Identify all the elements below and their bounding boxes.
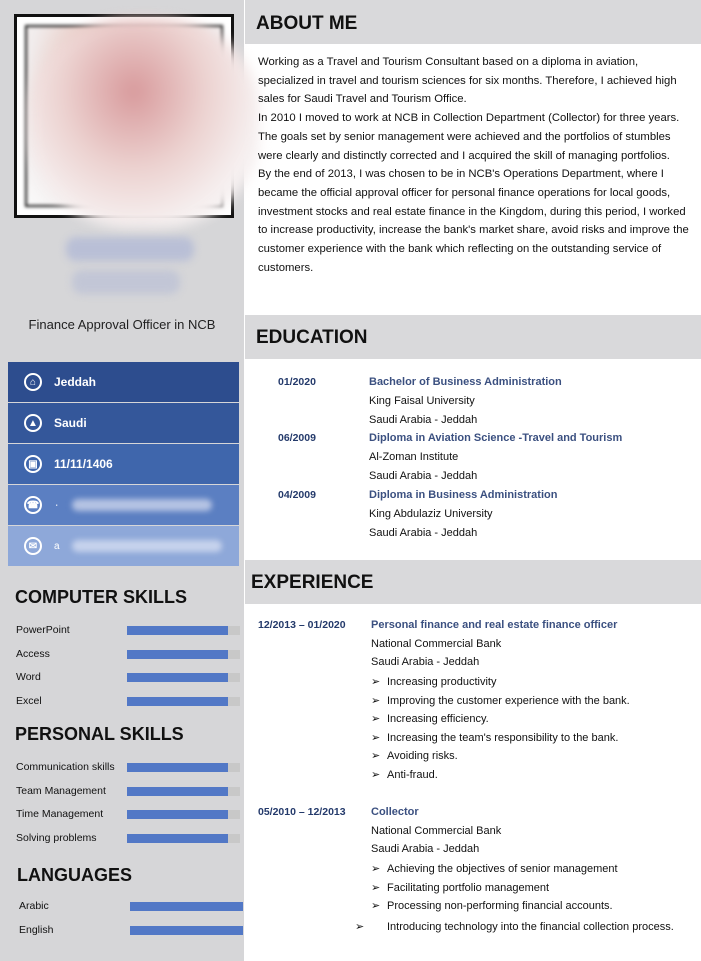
- skill-bar: [127, 810, 240, 819]
- skill-row: [16, 785, 240, 797]
- skill-bar-fill: [127, 650, 228, 659]
- arrow-bullet-icon: ➢: [371, 769, 381, 781]
- contact-nationality: [8, 403, 239, 443]
- experience-bullet-text: Avoiding risks.: [387, 750, 458, 763]
- experience-bullet: [371, 881, 671, 894]
- experience-bullet: [371, 712, 671, 725]
- skill-bar: [127, 650, 240, 659]
- education-school: Al-Zoman Institute: [369, 451, 459, 463]
- location-icon: ⌂: [24, 373, 42, 391]
- contact-phone-value: ٠: [54, 499, 60, 511]
- experience-bullet: [355, 918, 677, 936]
- arrow-bullet-icon: ➢: [371, 676, 381, 688]
- experience-bullet: [371, 694, 671, 707]
- experience-bullet-text: Processing non-performing financial accounts.: [387, 900, 613, 913]
- about-paragraph: In 2010 I moved to work at NCB in Collection Department (Collector) for three years. The goals set by senior management were achieved and the portfolios of stumbles were clearly and distinctly corrected and I acquired the skill of managing portfolios.: [258, 112, 680, 162]
- skill-bar: [127, 763, 240, 772]
- skill-name: Access: [16, 647, 50, 660]
- education-school: King Faisal University: [369, 395, 475, 407]
- skill-bar-fill: [130, 902, 243, 911]
- skill-name: Solving problems: [16, 831, 97, 844]
- email-redacted: [72, 540, 222, 552]
- person-icon: ▲: [24, 414, 42, 432]
- experience-heading: EXPERIENCE: [251, 572, 374, 593]
- skill-name: Time Management: [16, 808, 104, 820]
- id-card-icon: ▣: [24, 455, 42, 473]
- skill-row: [16, 808, 240, 820]
- experience-date: 12/2013 – 01/2020: [258, 619, 346, 631]
- experience-bullet: [371, 768, 671, 781]
- arrow-bullet-icon: ➢: [371, 750, 381, 763]
- experience-bullet-text: Facilitating portfolio management: [387, 881, 550, 894]
- skill-bar-fill: [127, 763, 228, 772]
- experience-location: Saudi Arabia - Jeddah: [371, 656, 480, 668]
- skill-bar: [130, 902, 243, 911]
- job-title: Finance Approval Officer in NCB: [28, 317, 216, 332]
- name-redacted-2: [72, 270, 180, 294]
- skill-name: Excel: [16, 694, 42, 707]
- arrow-bullet-icon: ➢: [371, 694, 381, 707]
- skill-name: PowerPoint: [16, 624, 70, 636]
- education-location: Saudi Arabia - Jeddah: [369, 414, 478, 426]
- experience-company: National Commercial Bank: [371, 825, 502, 837]
- skill-bar-fill: [127, 697, 228, 706]
- skill-bar: [127, 697, 240, 706]
- about-heading: ABOUT ME: [256, 13, 358, 34]
- experience-bullet-text: Anti-fraud.: [387, 769, 438, 781]
- languages-heading: LANGUAGES: [17, 865, 133, 885]
- education-degree: Diploma in Business Administration: [369, 489, 558, 501]
- education-location: Saudi Arabia - Jeddah: [369, 527, 478, 539]
- experience-title: Collector: [371, 806, 419, 818]
- mail-icon: ✉: [24, 537, 42, 555]
- education-heading: EDUCATION: [256, 327, 368, 348]
- skill-bar-fill: [127, 673, 228, 682]
- arrow-bullet-icon: ➢: [371, 713, 381, 726]
- skill-bar-fill: [130, 926, 243, 935]
- skill-row: [19, 900, 243, 912]
- skill-bar: [127, 673, 240, 682]
- skill-bar: [127, 626, 240, 635]
- experience-bullet: [371, 731, 671, 744]
- about-text: [258, 53, 694, 277]
- skill-bar-fill: [127, 810, 228, 819]
- skill-name: English: [19, 924, 54, 936]
- profile-photo-blur: [30, 18, 260, 228]
- experience-bullet-text: Increasing efficiency.: [387, 713, 489, 726]
- skill-bar: [130, 926, 243, 935]
- skill-name: Arabic: [19, 900, 49, 912]
- arrow-bullet-icon: ➢: [371, 881, 381, 894]
- skill-bar-fill: [127, 834, 228, 843]
- experience-bullet-text: Introducing technology into the financial collection process.: [387, 920, 674, 933]
- education-location: Saudi Arabia - Jeddah: [369, 470, 478, 482]
- name-redacted: [66, 237, 194, 261]
- personal-skills-heading: PERSONAL SKILLS: [15, 724, 184, 744]
- education-school: King Abdulaziz University: [369, 508, 493, 520]
- arrow-bullet-icon: ➢: [371, 900, 381, 913]
- skill-row: [16, 624, 240, 636]
- skill-name: Communication skills: [16, 761, 115, 773]
- contact-city-value: Jeddah: [54, 375, 97, 389]
- skill-bar-fill: [127, 626, 228, 635]
- skill-row: [16, 648, 240, 660]
- education-date: 01/2020: [278, 376, 316, 388]
- education-degree: Diploma in Aviation Science -Travel and Tourism: [369, 432, 623, 444]
- left-column: [0, 0, 244, 961]
- skill-bar: [127, 787, 240, 796]
- contact-phone: [8, 485, 239, 525]
- experience-bullet: [371, 675, 671, 688]
- experience-bullet-text: Achieving the objectives of senior management: [387, 863, 618, 875]
- experience-location: Saudi Arabia - Jeddah: [371, 843, 480, 855]
- contact-city: [8, 362, 239, 402]
- computer-skills-heading: COMPUTER SKILLS: [15, 587, 188, 607]
- contact-nationality-value: Saudi: [54, 416, 87, 430]
- arrow-bullet-icon: ➢: [371, 731, 381, 744]
- experience-bullet-text: Increasing productivity: [387, 676, 497, 688]
- experience-bullet: [371, 862, 671, 875]
- phone-redacted: [72, 499, 212, 511]
- phone-icon: ☎: [24, 496, 42, 514]
- skill-name: Word: [16, 671, 41, 683]
- contact-email-value: a: [54, 540, 60, 552]
- skill-row: [16, 695, 240, 707]
- about-paragraph: By the end of 2013, I was chosen to be in NCB's Operations Department, where I became the official approval officer for personal finance operations for local goods, investment stocks and real estate finance in the Kingdom, during this period, I worked to increase productivity, increase the bank's market share, avoid risks and improve the customer experience with the bank which reflecting on the outstanding service of customers.: [258, 168, 689, 274]
- contact-birthdate-value: 11/11/1406: [54, 457, 113, 471]
- contact-birthdate: [8, 444, 239, 484]
- experience-company: National Commercial Bank: [371, 638, 502, 650]
- experience-bullet-text: Improving the customer experience with the bank.: [387, 694, 630, 707]
- arrow-bullet-icon: ➢: [355, 920, 365, 933]
- skill-name: Team Management: [16, 784, 106, 797]
- arrow-bullet-icon: ➢: [371, 863, 381, 875]
- experience-date: 05/2010 – 12/2013: [258, 806, 346, 818]
- about-paragraph: Working as a Travel and Tourism Consultant based on a diploma in aviation, specialized in travel and tourism sciences for six months. Therefore, I achieved high sales for Saudi Travel and Tourism Office.: [258, 56, 677, 106]
- experience-bullet: [371, 749, 671, 762]
- contact-email: [8, 526, 239, 566]
- experience-bullet: [371, 899, 671, 912]
- education-degree: Bachelor of Business Administration: [369, 376, 562, 388]
- education-date: 04/2009: [278, 489, 316, 501]
- skill-bar-fill: [127, 787, 228, 796]
- skill-row: [19, 924, 243, 936]
- experience-title: Personal finance and real estate finance officer: [371, 619, 618, 631]
- skill-row: [16, 761, 240, 773]
- experience-bullet-text: Increasing the team's responsibility to the bank.: [387, 731, 619, 744]
- skill-bar: [127, 834, 240, 843]
- education-date: 06/2009: [278, 432, 316, 444]
- skill-row: [16, 832, 240, 844]
- skill-row: [16, 671, 240, 683]
